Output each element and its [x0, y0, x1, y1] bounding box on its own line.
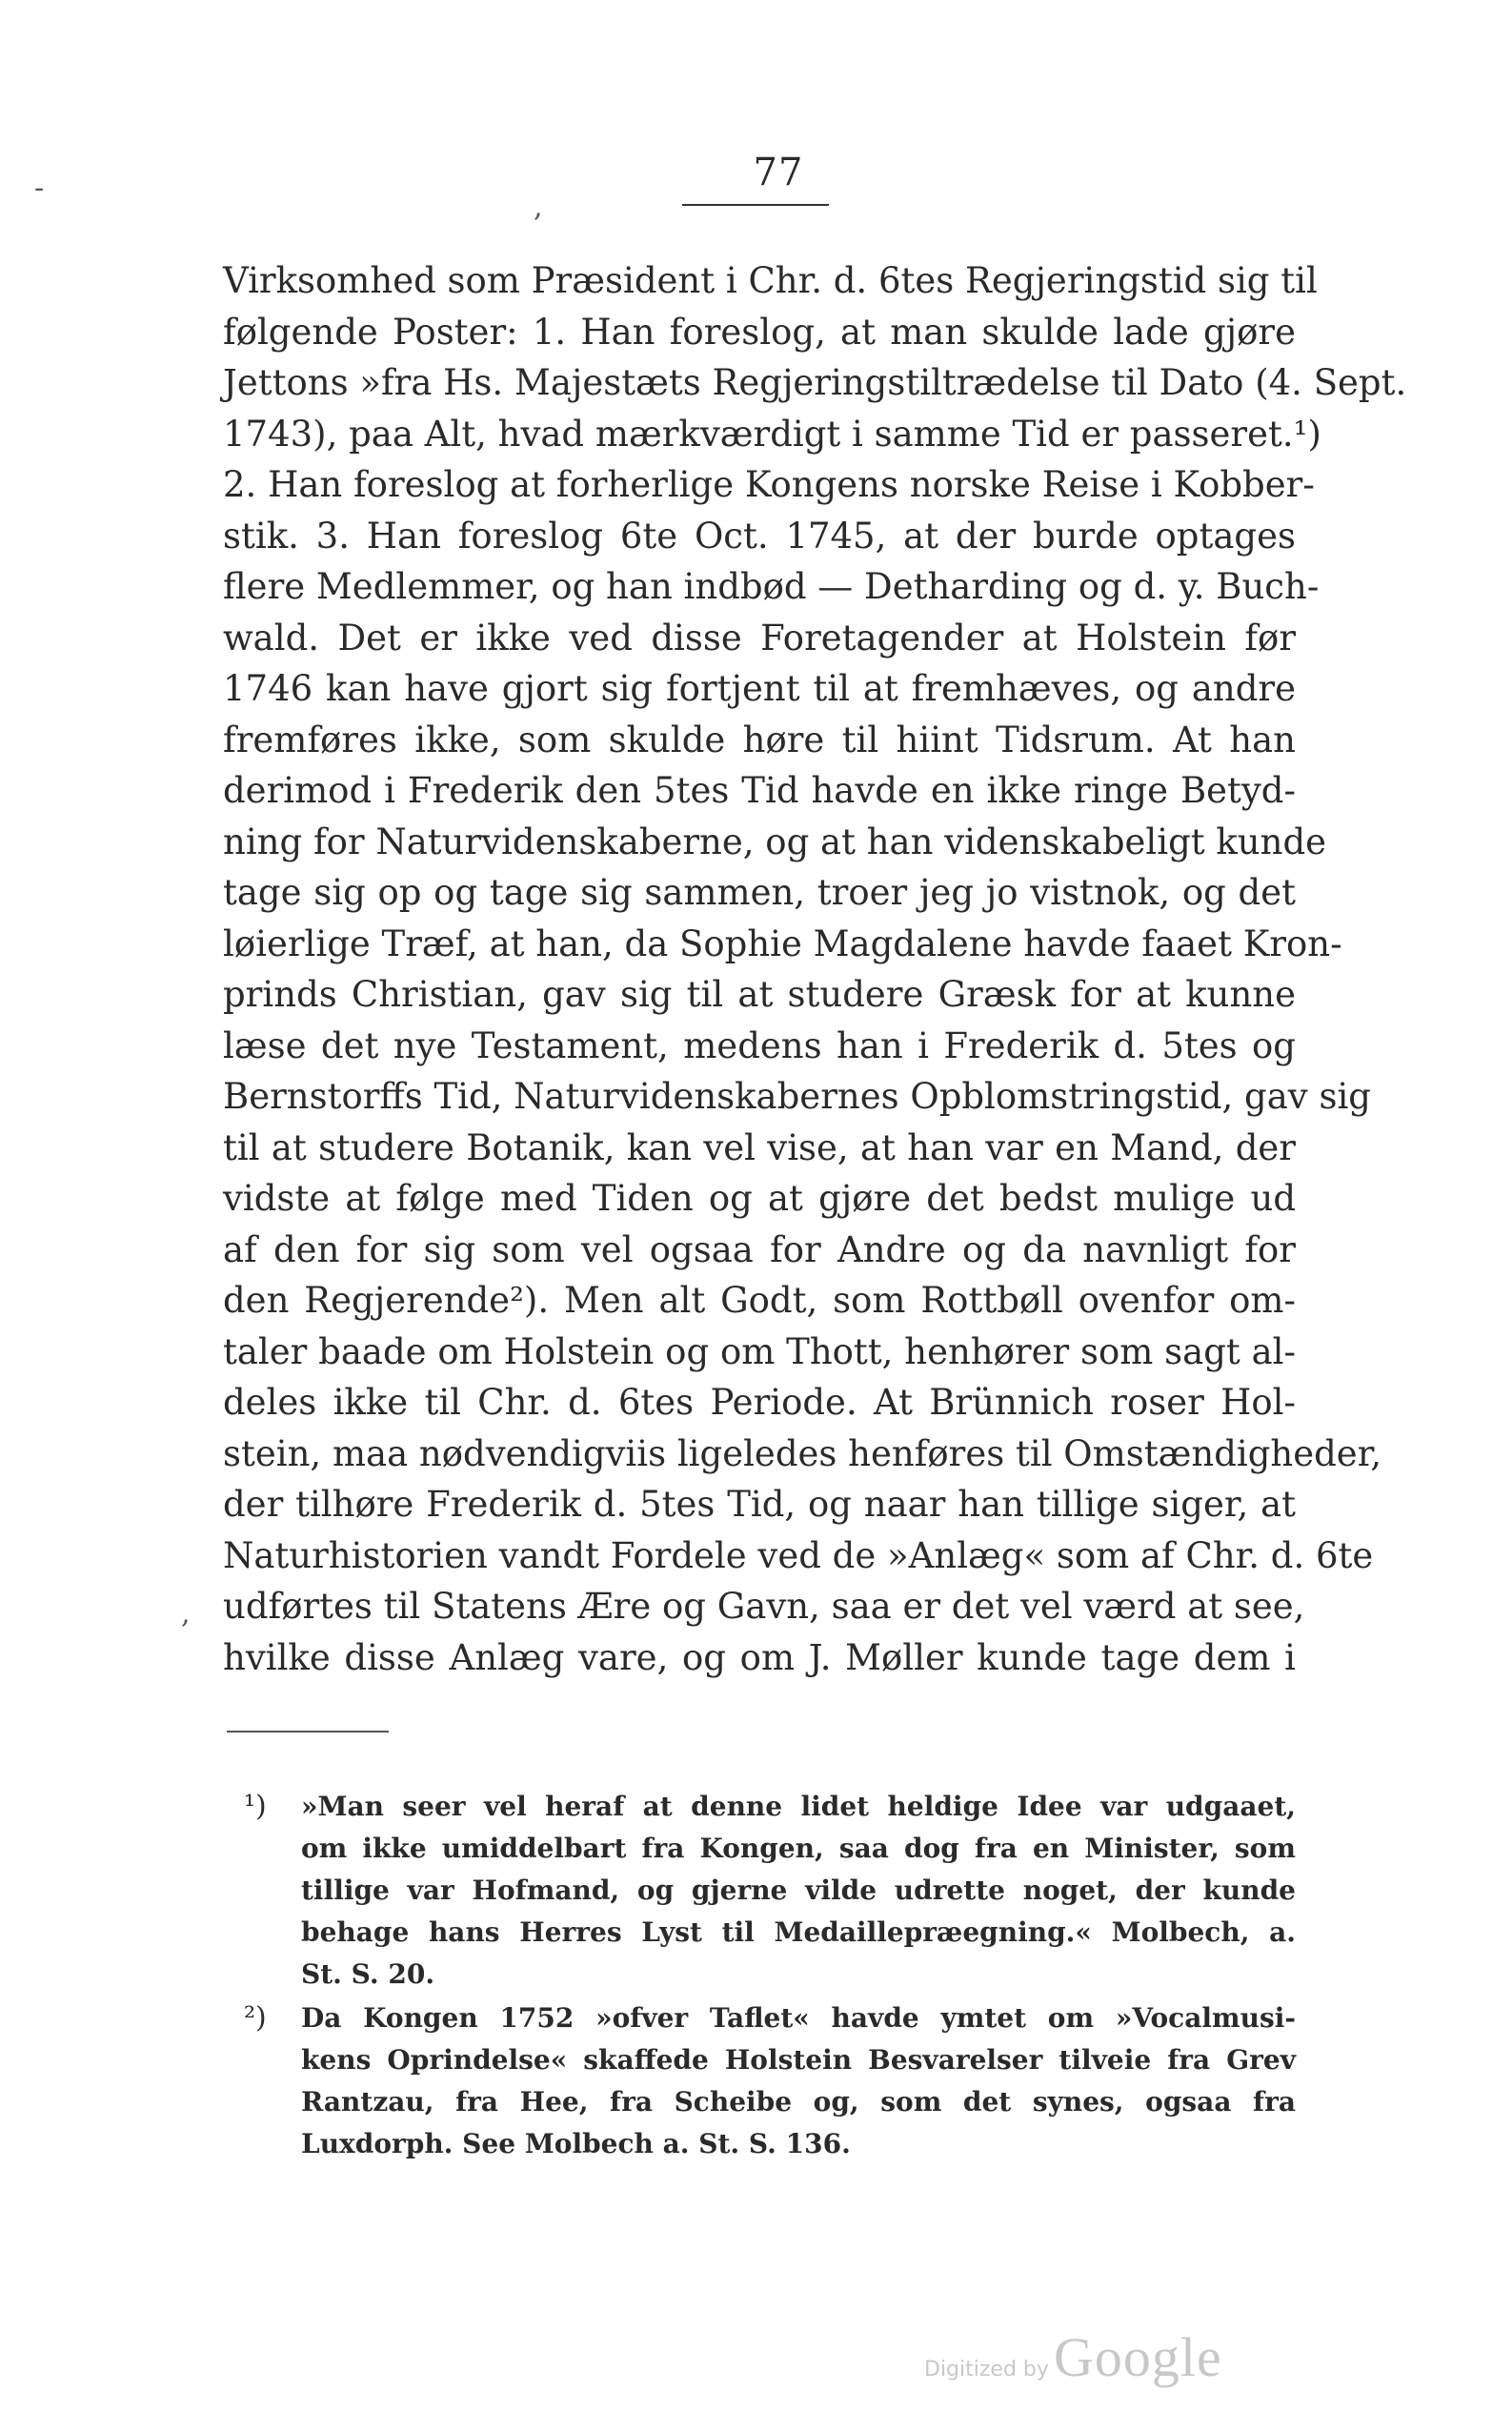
footnote-line: Da Kongen 1752 »ofver Taflet« havde ymtet om »Vocalmusi-: [301, 2002, 1296, 2034]
body-line: hvilke disse Anlæg vare, og om J. Møller kunde tage dem i: [223, 1636, 1296, 1678]
footnotes: [223, 1786, 1296, 2165]
body-line: stein, maa nødvendigviis ligeledes henføres til Omstændigheder,: [223, 1432, 1382, 1474]
body-line: stik. 3. Han foreslog 6te Oct. 1745, at der burde optages: [223, 515, 1296, 557]
header-rule: [682, 204, 829, 206]
body-line: Bernstorffs Tid, Naturvidenskabernes Opblomstringstid, gav sig: [223, 1076, 1371, 1117]
footnote: [223, 1786, 1296, 1996]
body-line: den Regjerende²). Men alt Godt, som Rottbøll ovenfor om-: [223, 1280, 1296, 1321]
body-line: Jettons »fra Hs. Majestæts Regjeringstiltrædelse til Dato (4. Sept.: [223, 362, 1407, 403]
watermark-prefix: Digitized by: [924, 2358, 1049, 2381]
footnote-line: behage hans Herres Lyst til Medaillepræegning.« Molbech, a.: [301, 1916, 1296, 1948]
body-line: vidste at følge med Tiden og at gjøre det bedst mulige ud: [223, 1178, 1296, 1219]
footnote-marker: ¹): [244, 1790, 267, 1823]
footnote-line: kens Oprindelse« skaffede Holstein Besvarelser tilveie fra Grev: [301, 2044, 1296, 2076]
footnote-rule: [227, 1731, 389, 1733]
stray-mark: -: [34, 172, 45, 205]
body-line: der tilhøre Frederik d. 5tes Tid, og naar han tillige siger, at: [223, 1484, 1296, 1525]
body-line: 1746 kan have gjort sig fortjent til at fremhæves, og andre: [223, 668, 1296, 709]
footnote: [223, 1997, 1296, 2165]
body-line: 1743), paa Alt, hvad mærkværdigt i samme Tid er passeret.¹): [223, 413, 1321, 455]
body-text: [223, 255, 1407, 1683]
body-line: tage sig op og tage sig sammen, troer jeg jo vistnok, og det: [223, 872, 1296, 913]
stray-mark: ,: [181, 1597, 191, 1631]
footnote-line: Luxdorph. See Molbech a. St. S. 136.: [301, 2128, 851, 2159]
page-number: 77: [753, 151, 804, 194]
body-line: 2. Han foreslog at forherlige Kongens norske Reise i Kobber-: [223, 464, 1315, 505]
body-line: prinds Christian, gav sig til at studere Græsk for at kunne: [223, 974, 1296, 1015]
body-line: flere Medlemmer, og han indbød — Detharding og d. y. Buch-: [223, 566, 1320, 607]
body-line: derimod i Frederik den 5tes Tid havde en ikke ringe Betyd-: [223, 770, 1296, 811]
body-line: løierlige Træf, at han, da Sophie Magdalene havde faaet Kron-: [223, 922, 1342, 964]
body-line: taler baade om Holstein og om Thott, henhører som sagt al-: [223, 1330, 1296, 1372]
footnote-marker: ²): [244, 2001, 267, 2035]
google-logo: Google: [1054, 2326, 1222, 2388]
footnote-line: Rantzau, fra Hee, fra Scheibe og, som det synes, ogsaa fra: [301, 2086, 1296, 2118]
body-line: Virksomhed som Præsident i Chr. d. 6tes Regjeringstid sig til: [223, 260, 1318, 301]
footnote-line: St. S. 20.: [301, 1958, 435, 1990]
digitized-watermark: [924, 2325, 1222, 2389]
body-line: ning for Naturvidenskaberne, og at han videnskabeligt kunde: [223, 821, 1327, 862]
body-line: udførtes til Statens Ære og Gavn, saa er det vel værd at see,: [223, 1586, 1305, 1627]
body-line: til at studere Botanik, kan vel vise, at han var en Mand, der: [223, 1126, 1296, 1168]
body-line: fremføres ikke, som skulde høre til hiint Tidsrum. At han: [223, 719, 1296, 760]
body-line: deles ikke til Chr. d. 6tes Periode. At Brünnich roser Hol-: [223, 1382, 1296, 1423]
body-line: wald. Det er ikke ved disse Foretagender at Holstein før: [223, 617, 1296, 659]
footnote-line: om ikke umiddelbart fra Kongen, saa dog fra en Minister, som: [301, 1833, 1296, 1864]
stray-mark: ,: [534, 191, 543, 224]
footnote-line: »Man seer vel heraf at denne lidet heldige Idee var udgaaet,: [301, 1791, 1296, 1822]
footnote-line: tillige var Hofmand, og gjerne vilde udrette noget, der kunde: [301, 1875, 1296, 1906]
body-line: følgende Poster: 1. Han foreslog, at man skulde lade gjøre: [223, 311, 1296, 353]
body-line: læse det nye Testament, medens han i Frederik d. 5tes og: [223, 1024, 1296, 1066]
body-line: Naturhistorien vandt Fordele ved de »Anlæg« som af Chr. d. 6te: [223, 1534, 1374, 1576]
body-line: af den for sig som vel ogsaa for Andre og da navnligt for: [223, 1228, 1296, 1270]
